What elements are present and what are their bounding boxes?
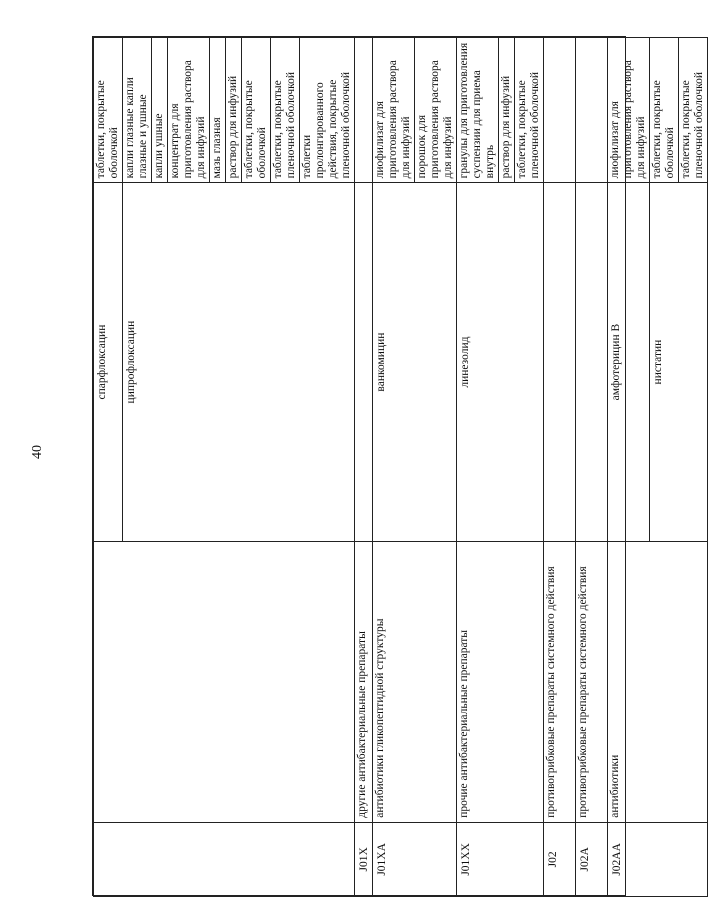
form-cell: раствор для инфузий bbox=[499, 38, 515, 183]
form-cell: таблетки пролонгированного действия, покрытые пленочной оболочкой bbox=[300, 38, 355, 183]
code-cell: J02AA bbox=[608, 822, 708, 896]
drug-name-cell: спарфлоксацин bbox=[94, 183, 123, 541]
form-cell: таблетки, покрытые пленочной оболочкой bbox=[679, 38, 708, 183]
form-cell: таблетки, покрытые оболочкой bbox=[650, 38, 679, 183]
group-cell: антибиотики bbox=[608, 541, 708, 822]
form-cell: таблетки, покрытые пленочной оболочкой bbox=[515, 38, 544, 183]
form-cell: порошок для приготовления раствора для инфузий bbox=[415, 38, 457, 183]
group-cell bbox=[94, 541, 355, 822]
code-cell bbox=[94, 822, 355, 896]
code-cell: J01XX bbox=[457, 822, 544, 896]
code-cell: J02A bbox=[576, 822, 608, 896]
form-cell: капли глазные капли глазные и ушные bbox=[123, 38, 152, 183]
drug-table bbox=[92, 36, 705, 896]
drug-name-cell bbox=[544, 183, 576, 541]
group-cell: противогрибковые препараты системного действия bbox=[544, 541, 576, 822]
group-cell: прочие антибактериальные препараты bbox=[457, 541, 544, 822]
drug-name-cell: линезолид bbox=[457, 183, 544, 541]
drug-name-cell: амфотерицин B bbox=[608, 183, 650, 541]
form-cell bbox=[576, 38, 608, 183]
drug-name-cell: ванкомицин bbox=[373, 183, 457, 541]
group-cell: противогрибковые препараты системного действия bbox=[576, 541, 608, 822]
form-cell: мазь глазная bbox=[210, 38, 226, 183]
drug-name-cell: нистатин bbox=[650, 183, 708, 541]
form-cell: гранулы для приготовления суспензии для приема внутрь bbox=[457, 38, 499, 183]
page-number: 40 bbox=[30, 445, 45, 459]
form-cell: капли ушные bbox=[152, 38, 168, 183]
form-cell: раствор для инфузий bbox=[226, 38, 242, 183]
form-cell bbox=[544, 38, 576, 183]
group-cell: антибиотики гликопептидной структуры bbox=[373, 541, 457, 822]
form-cell: таблетки, покрытые оболочкой bbox=[242, 38, 271, 183]
drug-name-cell bbox=[355, 183, 373, 541]
form-cell bbox=[355, 38, 373, 183]
drug-table-grid bbox=[93, 37, 708, 897]
drug-name-cell: ципрофлоксацин bbox=[123, 183, 355, 541]
form-cell: концентрат для приготовления раствора для инфузий bbox=[168, 38, 210, 183]
form-cell: лиофилизат для приготовления раствора для инфузий bbox=[608, 38, 650, 183]
form-cell: таблетки, покрытые оболочкой bbox=[94, 38, 123, 183]
form-cell: таблетки, покрытые пленочной оболочкой bbox=[271, 38, 300, 183]
form-cell: лиофилизат для приготовления раствора для инфузий bbox=[373, 38, 415, 183]
drug-name-cell bbox=[576, 183, 608, 541]
drug-table-rotated bbox=[93, 37, 705, 897]
code-cell: J01X bbox=[355, 822, 373, 896]
group-cell: другие антибактериальные препараты bbox=[355, 541, 373, 822]
code-cell: J02 bbox=[544, 822, 576, 896]
code-cell: J01XA bbox=[373, 822, 457, 896]
